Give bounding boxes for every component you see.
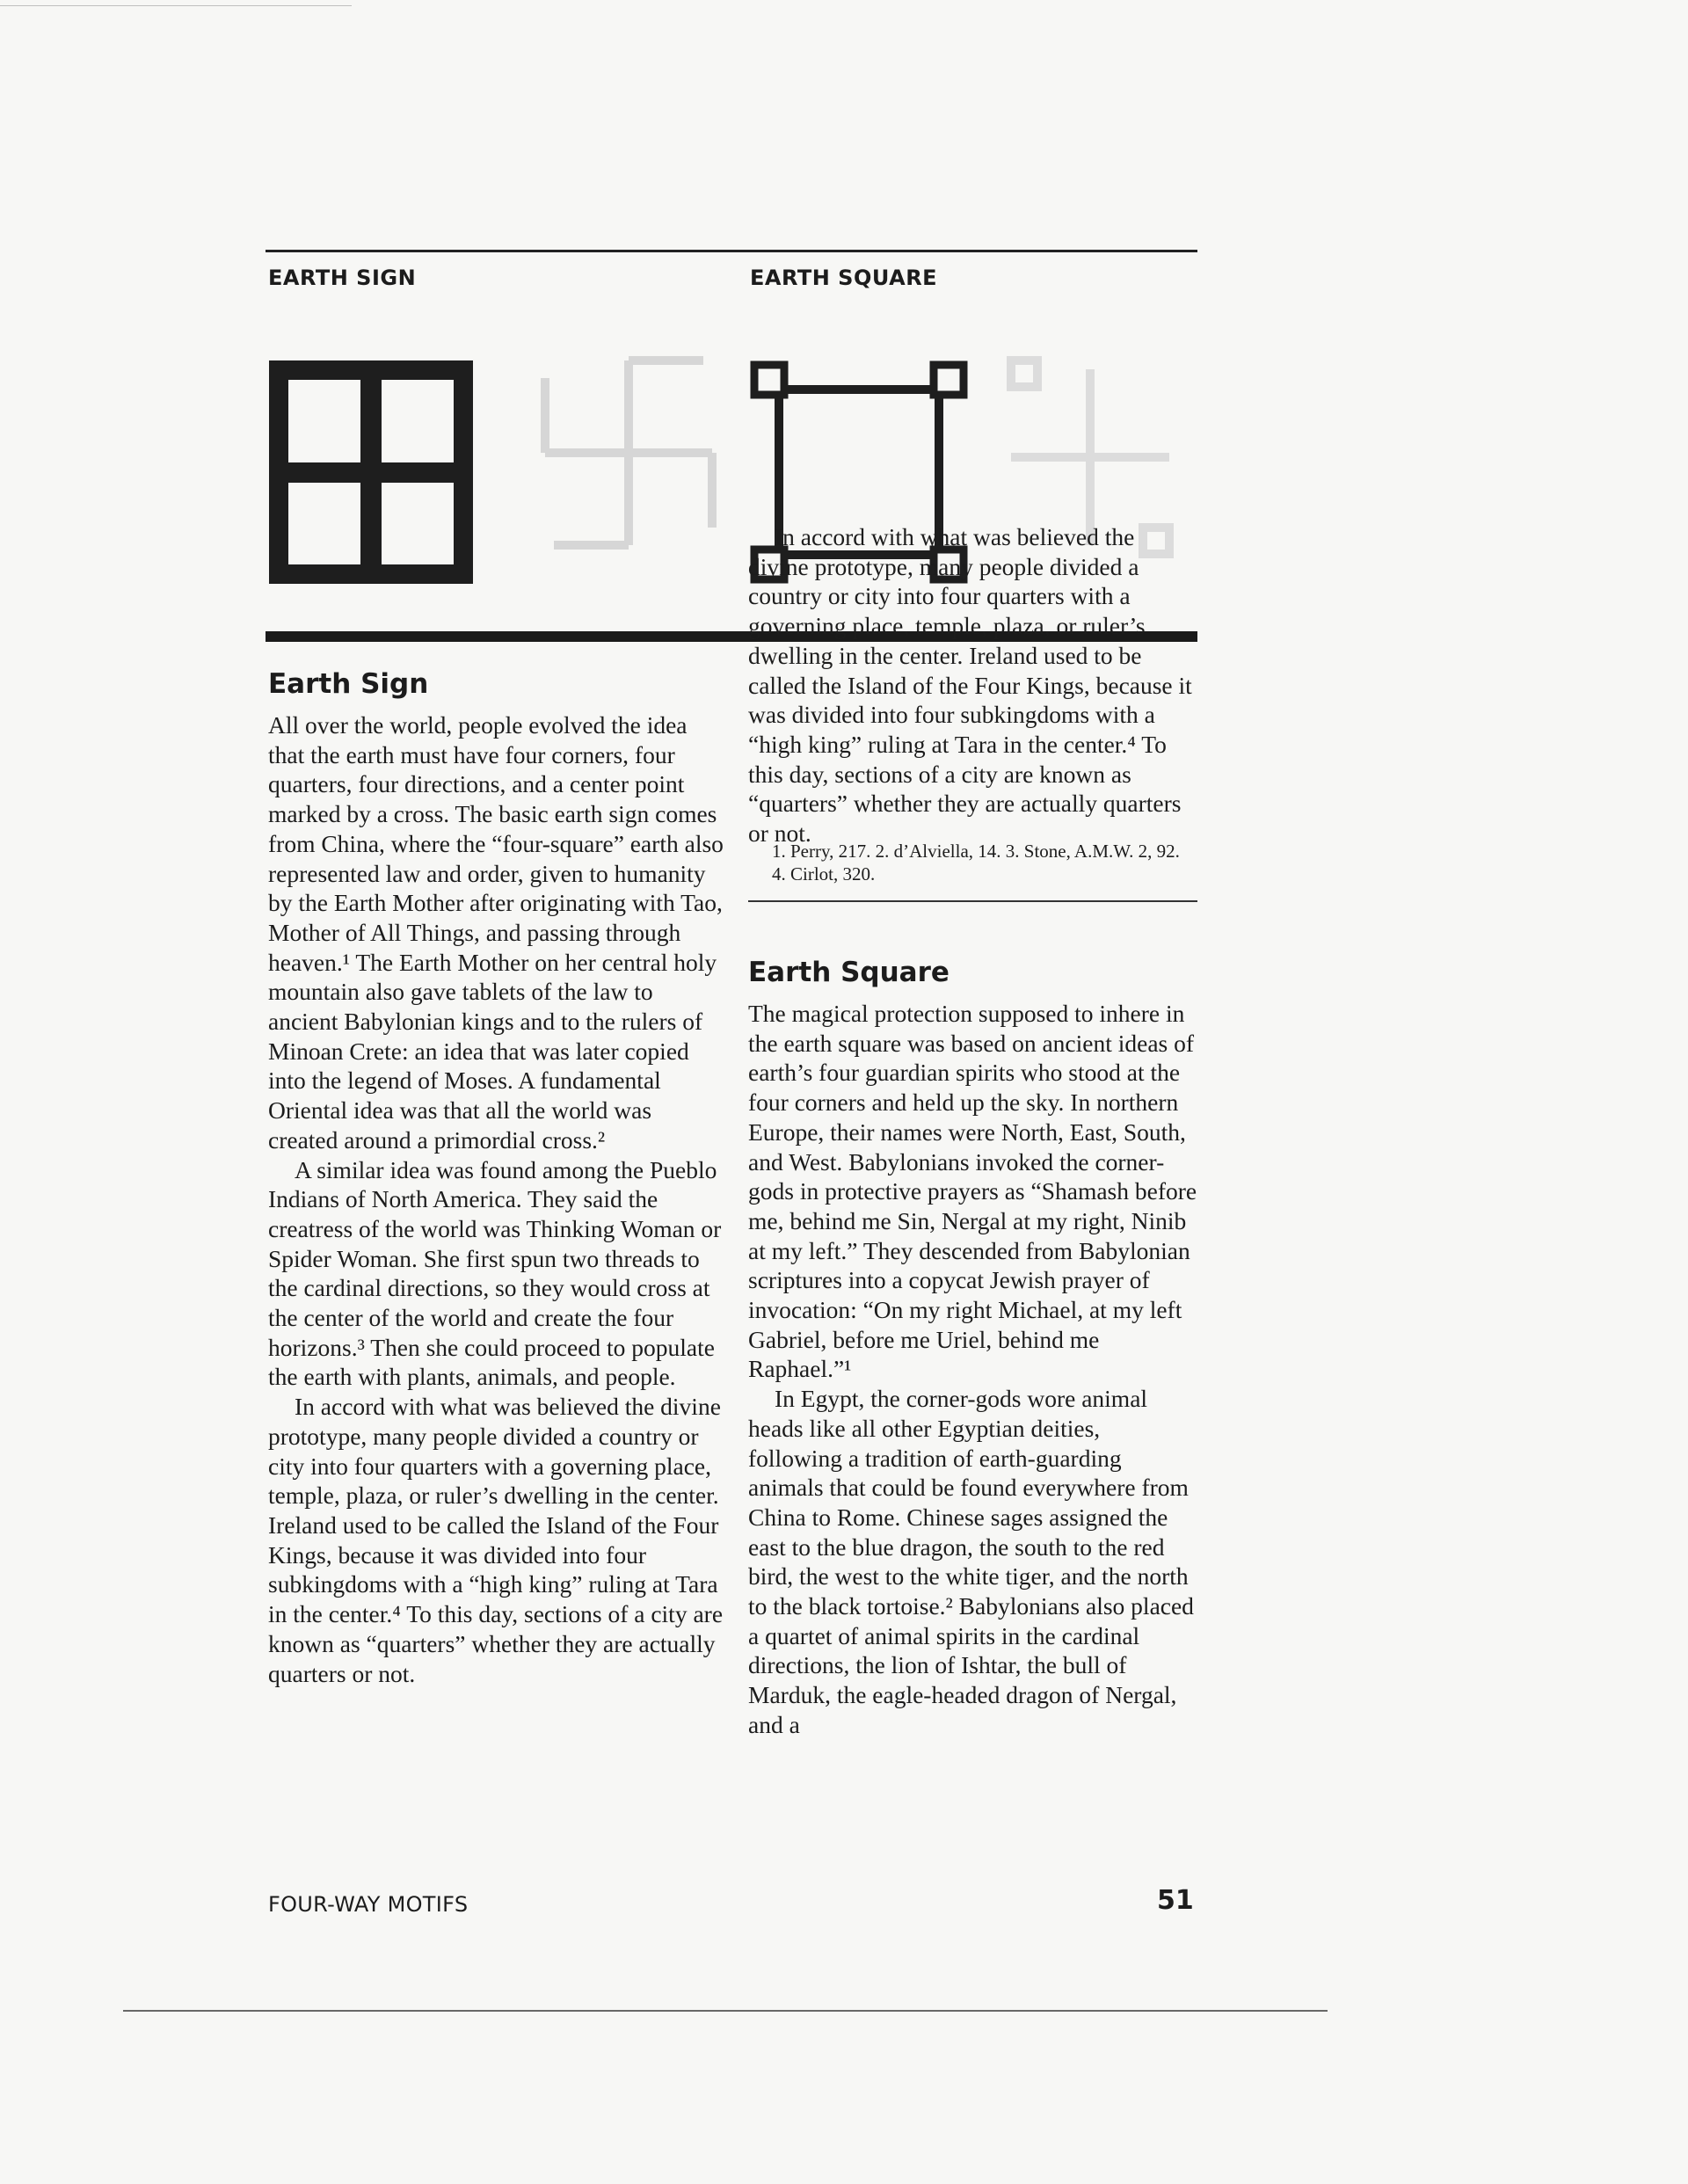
earth-sign-paragraph-2: A similar idea was found among the Pueblo Indians of North America. They said the creatress of the world was Thinking Woman or Spider Woman. She first spun two threads to the cardinal directions, so they would cross at the center of the world and create the four horizons.³ Then she could proceed to populate the earth with plants, animals, and people. [268, 1155, 722, 1391]
earth-square-figure-label: EARTH SQUARE [750, 266, 938, 290]
footnotes-rule [748, 900, 1197, 902]
page-number: 51 [1157, 1885, 1194, 1916]
bleed-through-ghost-icon [528, 343, 730, 563]
earth-square-heading: Earth Square [748, 957, 950, 988]
earth-sign-footnotes: 1. Perry, 217. 2. d’Alviella, 14. 3. Stone, A.M.W. 2, 92. 4. Cirlot, 320. [772, 841, 1180, 885]
running-footer-section-label: FOUR-WAY MOTIFS [268, 1892, 469, 1917]
earth-sign-paragraph-1: All over the world, people evolved the idea that the earth must have four corners, four quarters, four directions, and a center point marked by a cross. The basic earth sign comes from China, where the “four-square” earth also represented law and order, given to humanity by the Earth Mother after originating with Tao, Mother of All Things, and passing through heaven.¹ The Earth Mother on her central holy mountain also gave tablets of the law to ancient Babylonian kings and to the rulers of Minoan Crete: an idea that was later copied into the legend of Moses. A fundamental Oriental idea was that all the world was created around a primordial cross.² [268, 711, 724, 1154]
earth-sign-heading: Earth Sign [268, 668, 429, 700]
top-rule [266, 250, 1197, 252]
earth-sign-paragraph-3-continued: In accord with what was believed the divine prototype, many people divided a country or city into four quarters with a governing place, temple, plaza, or ruler’s dwelling in the center. Ireland used to be called the Island of the Four Kings, because it was divided into four subkingdoms with a “high king” ruling at Tara in the center.⁴ To this day, sections of a city are known as “quarters” whether they are actually quarters or not. [748, 523, 1192, 848]
earth-sign-figure-label: EARTH SIGN [268, 266, 417, 290]
scan-artifact-line [0, 5, 352, 6]
earth-square-paragraph-2: In Egypt, the corner-gods wore animal heads like all other Egyptian deities, following a tradition of earth-guarding animals that could be found everywhere from China to Rome. Chinese sages assigned the east to the blue dragon, the south to the red bird, the west to the white tiger, and the north to the black tortoise.² Babylonians also placed a quartet of animal spirits in the cardinal directions, the lion of Ishtar, the bull of Marduk, the eagle-headed dragon of Nergal, and a [748, 1385, 1194, 1738]
earth-sign-continuation [748, 523, 1197, 848]
earth-square-body [748, 999, 1197, 1740]
earth-sign-body-left-column [268, 710, 724, 1687]
earth-sign-symbol-icon [269, 360, 473, 584]
earth-square-paragraph-1: The magical protection supposed to inhere in the earth square was based on ancient ideas of earth’s four guardian spirits who stood at the four corners and held up the sky. In northern Europe, their names were North, East, South, and West. Babylonians invoked the corner-gods in protective prayers as “Shamash before me, behind me Sin, Nergal at my right, Ninib at my left.” They descended from Babylonian scriptures into a copycat Jewish prayer of invocation: “On my right Michael, at my left Gabriel, before me Uriel, behind me Raphael.”¹ [748, 1000, 1197, 1383]
earth-sign-paragraph-3-start: In accord with what was believed the divine prototype, many people divided a country or city into four quarters with a governing place, temple, plaza, or ruler’s dwelling in the center. Ireland used to be called the Island of the Four Kings, because it was divided into four subkingdoms with a “high king” ruling at Tara in the center.⁴ To this day, sections of a city are known as “quarters” whether they are actually quarters or not. [268, 1393, 724, 1687]
scan-bottom-edge-line [123, 2010, 1328, 2012]
